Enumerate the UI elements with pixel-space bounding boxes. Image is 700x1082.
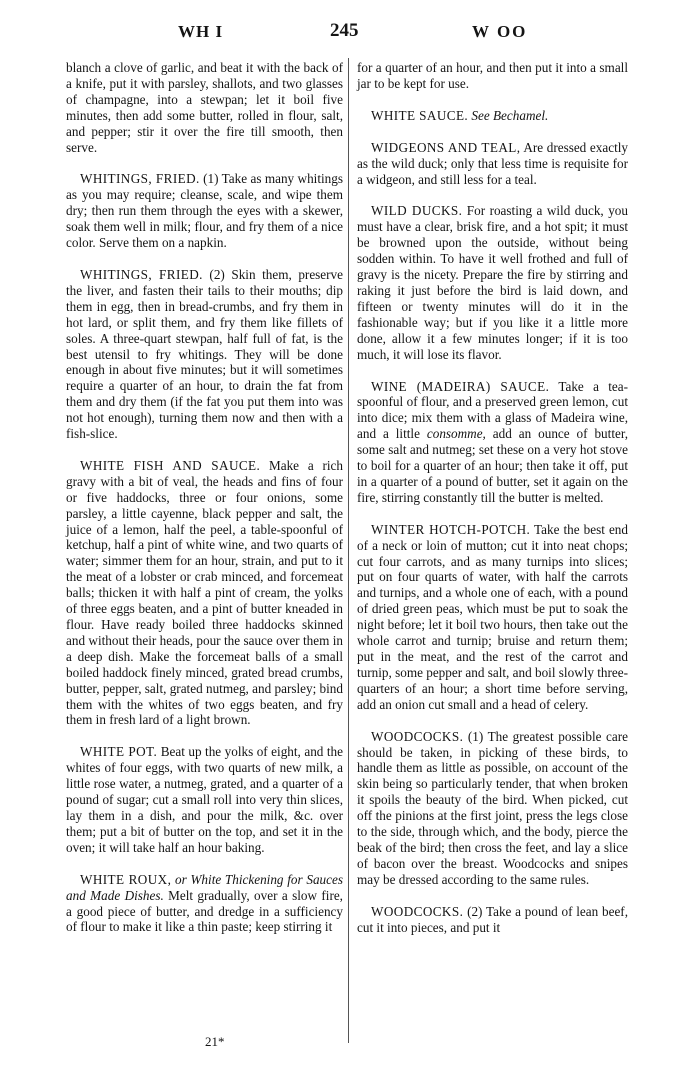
- recipe-entry: [357, 140, 628, 188]
- see-reference: See Bechamel.: [468, 107, 549, 123]
- entry-heading: WINE (MADEIRA) SAUCE.: [371, 378, 550, 394]
- page-number: 245: [330, 20, 359, 41]
- entry-heading: WINTER HOTCH-POTCH.: [371, 521, 531, 537]
- recipe-entry: [357, 522, 628, 713]
- entry-subtitle: or White Thickening for Sauces and Made Dishes.: [66, 871, 343, 903]
- recipe-entry: [357, 203, 628, 362]
- entry-text: Beat up the yolks of eight, and the whites of four eggs, with two quarts of new milk, a little rose water, a nutmeg, grated, and a quarter of a pound of sugar; cut a small roll into very thin slices, lay them in a dish, and pour the milk, &c. over them; put a bit of butter on the top, and set it in the oven; it will take half an hour baking.: [66, 744, 343, 855]
- recipe-entry: [357, 729, 628, 888]
- column-divider: [348, 58, 349, 1043]
- italic-term: consomme,: [426, 426, 486, 442]
- left-column: [66, 60, 343, 951]
- entry-heading: WHITINGS, FRIED.: [80, 266, 203, 282]
- recipe-entry: [357, 379, 628, 506]
- recipe-entry: [357, 904, 628, 936]
- recipe-entry: [66, 171, 343, 251]
- entry-text: (1) Take as many whitings as you may require; cleanse, scale, and wipe them dry; then run them through the eyes with a skewer, soak them well in milk; flour, and fry them of a nice color. Serve them on a napkin.: [66, 171, 343, 251]
- entry-heading: WHITE ROUX,: [80, 871, 172, 887]
- cross-reference-entry: [357, 108, 628, 124]
- running-head-right: W OO: [472, 22, 528, 41]
- continued-text: [66, 60, 343, 155]
- entry-text: Make a rich gravy with a bit of veal, the heads and fins of four or five haddocks, three or four onions, some parsley, a little cayenne, black pepper and salt, the juice of a lemon, half the peel, a table-spoonful of ketchup, half a pint of white wine, and two quarts of water; simmer them for an hour, strain, and put to it the meat of a lobster or crab minced, and forcemeat balls; thicken it with half a pint of cream, the yolks of three eggs beaten, and a pint of butter kneaded in flour. Have ready boiled three haddocks skinned and without their heads, pour the sauce over them in a deep dish. Make the forcemeat balls of a small boiled haddock finely minced, grated bread crumbs, butter, pepper, salt, grated nutmeg, and parsley; bind them with the whites of two eggs beaten, and fry them in fresh lard of a light brown.: [66, 457, 343, 728]
- entry-heading: WHITE SAUCE.: [371, 107, 469, 123]
- entry-heading: WHITE FISH AND SAUCE.: [80, 457, 261, 473]
- continued-text: [357, 60, 628, 92]
- entry-text: Melt gradually, over a slow fire, a good piece of butter, and dredge in a sufficiency of flour to make it like a thin paste; keep stirring it: [66, 887, 343, 935]
- recipe-entry: [66, 872, 343, 936]
- entry-text: add an ounce of butter, some salt and nutmeg; set these on a very hot stove to boil for a quarter of an hour; then take it off, put in a quarter of a pound of butter, set it again on the fire, stirring constantly till the butter is melted.: [357, 426, 628, 505]
- page-header: [0, 22, 700, 48]
- entry-text: Are dressed exactly as the wild duck; only that less time is requisite for a widgeon, and still less for a teal.: [357, 139, 628, 187]
- entry-text: blanch a clove of garlic, and beat it with the back of a knife, put it with parsley, shallots, and two glasses of champagne, into a stewpan; let it boil five minutes, then add some butter, rolled in flour, salt, and pepper; stir it over the fire till smooth, then serve.: [66, 60, 343, 155]
- entry-heading: WHITINGS, FRIED.: [80, 171, 200, 187]
- entry-text: Take a tea-spoonful of flour, and a preserved green lemon, cut into dice; mix them with a glass of Madeira wine, and a little: [357, 378, 629, 442]
- recipe-entry: [66, 267, 343, 442]
- entry-text: (2) Take a pound of lean beef, cut it into pieces, and put it: [357, 903, 628, 935]
- entry-heading: WILD DUCKS.: [371, 203, 463, 219]
- entry-heading: WOODCOCKS.: [371, 728, 464, 744]
- right-column: [357, 60, 628, 952]
- entry-text: (2) Skin them, preserve the liver, and fasten their tails to their mouths; dip them in egg, then in bread-crumbs, and fry them in hot lard, or split them, and fry them like fillets of soles. A three-quart stewpan, half full of fat, is the best utensil to fry whitings. They will be done enough in about five minutes; but it will sometimes require a quarter of an hour, to drain the fat from them and dry them (if the fat you put them into was not hot enough), turning them now and then with a fish-slice.: [66, 266, 343, 442]
- recipe-entry: [66, 744, 343, 855]
- entry-text: For roasting a wild duck, you must have a clear, brisk fire, and a hot spit; it must be browned upon the outside, without being sodden within. To have it well frothed and full of gravy is the nicety. Prepare the fire by stirring and raking it just before the bird is laid down, and fifteen or twenty minutes will do it in the fashionable way; but if you like it a little more done, allow it a few minutes longer; if it is too much, it will lose its flavor.: [357, 203, 628, 362]
- entry-text: for a quarter of an hour, and then put it into a small jar to be kept for use.: [357, 60, 628, 91]
- entry-heading: WIDGEONS AND TEAL,: [371, 139, 521, 155]
- entry-heading: WHITE POT.: [80, 744, 158, 760]
- entry-text: (1) The greatest possible care should be taken, in picking of these birds, to handle them as little as possible, on account of the skin being so particularly tender, that when broken it spoils the beauty of the bird. When picked, cut off the pinions at the first joint, press the legs close to the side, through which, and the body, pierce the beak of the bird; then cross the feet, and lay a slice of bacon over the breast. Woodcocks and snipes may be dressed according to the same rules.: [357, 728, 628, 887]
- signature-mark: 21*: [205, 1034, 225, 1049]
- entry-text: Take the best end of a neck or loin of mutton; cut it into neat chops; cut four carrots, and as many turnips into slices; put on four quarts of water, with half the carrots and turnips, and a whole one of each, with a pound of dried green peas, which must be put to soak the night before; let it boil two hours, then take out the whole carrot and turnip; bruise and return them; put in the meat, and the rest of the carrot and turnip, some pepper and salt, and boil slowly three-quarters of an hour; a short time before serving, add an onion cut small and a head of celery.: [357, 521, 629, 712]
- running-head-left: WH I: [178, 22, 224, 41]
- recipe-entry: [66, 458, 343, 728]
- entry-heading: WOODCOCKS.: [371, 903, 464, 919]
